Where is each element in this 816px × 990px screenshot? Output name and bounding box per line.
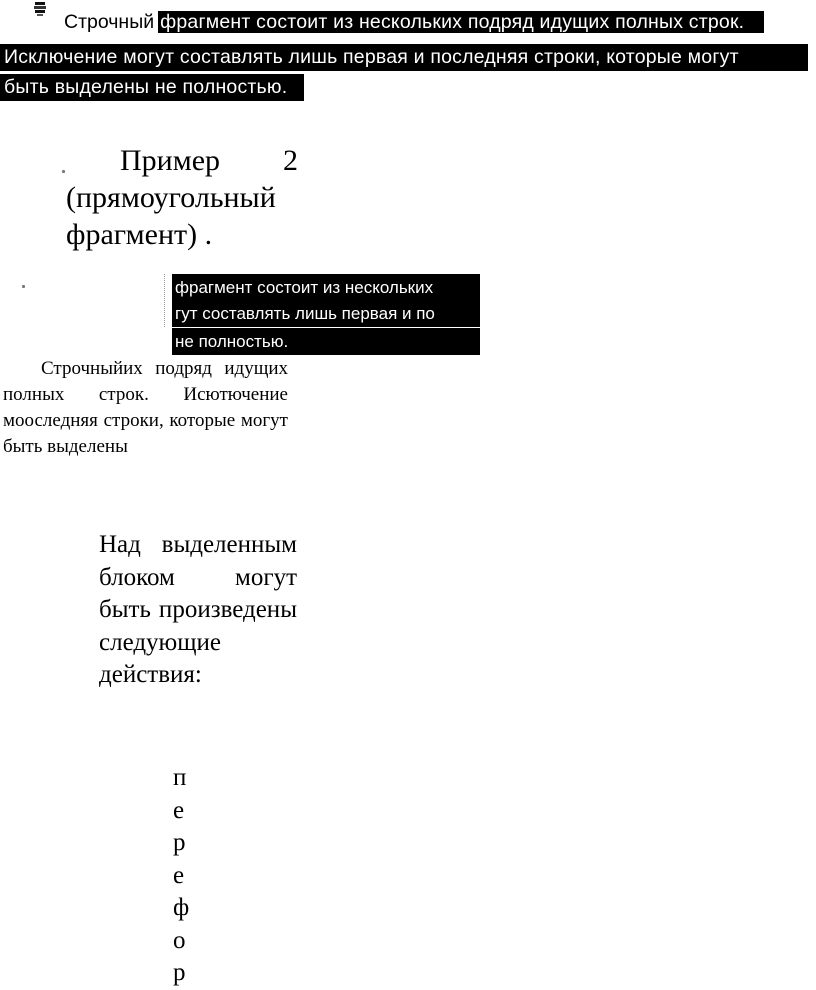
selection-line-3 [0,74,304,101]
example-heading [66,142,298,253]
letter: р [173,829,186,856]
selected-text-1: фрагмент состоит из нескольких подряд идущих полных строк. [158,11,764,33]
line-label-plain: Строчный [64,11,158,33]
example-word: Пример [120,144,221,177]
example-heading-line-3: фрагмент) . [66,218,213,251]
stray-dot [22,285,25,288]
selection-line-2 [0,44,808,71]
letter: ф [173,894,190,921]
rect-selected-line-3: не полностью. [172,328,480,355]
selected-text-2: Исключение могут составлять лишь первая и последняя строки, которые могут [0,44,808,71]
text-margin-edge [164,274,171,301]
text-margin-edge [164,300,171,327]
letter: е [173,796,185,824]
example-number: 2 [283,144,298,177]
stray-dot [62,170,65,173]
vertical-letter-column [173,762,203,990]
letter: п [173,764,187,791]
rect-selected-line-2: гут составлять лишь первая и по [172,300,480,327]
line-selection-screenshot [0,0,816,96]
selected-text-3: быть выделены не полностью. [0,74,304,101]
letter: р [173,959,186,986]
example-heading-line-1 [66,142,298,179]
letter: о [173,926,186,954]
rect-selected-line-1: фрагмент состоит из нескольких [172,274,480,301]
letter: е [173,861,185,889]
paragraph-description: Строчныйих подряд идущих полных строк. Исютючение мооследняя строки, которые могут быть выделены [3,358,288,457]
selection-line-1 [64,9,809,36]
cursor-icon [34,2,46,16]
example-heading-line-2: (прямоугольный [66,181,276,214]
paragraph-actions: Над выделенным блоком могут быть произведены следующие действия: [99,531,297,688]
rect-selection-screenshot [162,270,480,356]
